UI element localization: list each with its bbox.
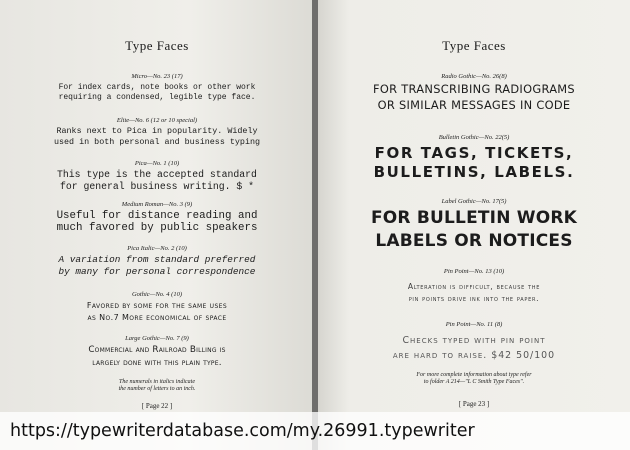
- sample-line: Favored by some for the same uses: [86, 301, 228, 310]
- note-line: For more complete information about type refer: [416, 372, 532, 378]
- sample-line: requiring a condensed, legible type face.: [58, 93, 256, 102]
- right-page-note: [318, 372, 630, 386]
- sample-line: as No.7 More economical of space: [87, 313, 227, 322]
- caption-label-gothic: Label Gothic—No. 17(5): [441, 198, 507, 205]
- sample-medium-roman: [0, 210, 314, 234]
- caption-elite: Elite—No. 6 (12 or 10 special): [116, 117, 198, 124]
- caption-pica-italic: Pica Italic—No. 2 (10): [127, 245, 187, 252]
- sample-line: BULLETINS, LABELS.: [373, 163, 575, 181]
- sample-line: Useful for distance reading and: [56, 210, 258, 222]
- sample-pica-italic: [0, 254, 314, 278]
- sample-gothic: [0, 300, 314, 324]
- caption-gothic: Gothic—No. 4 (10): [131, 291, 182, 298]
- source-url-watermark: https://typewriterdatabase.com/my.26991.typewriter: [0, 412, 630, 450]
- caption-pica: Pica—No. 1 (10): [134, 160, 180, 167]
- sample-line: by many for personal correspondence: [58, 266, 256, 277]
- caption-micro: Micro—No. 23 (17): [131, 73, 183, 80]
- sample-line: much favored by public speakers: [56, 222, 258, 234]
- caption-radio-gothic: Radio Gothic—No. 26(8): [441, 73, 507, 80]
- sample-line: This type is the accepted standard: [57, 169, 257, 180]
- sample-elite: [0, 126, 314, 148]
- right-page-number: [ Page 23 ]: [458, 400, 490, 408]
- sample-line: used in both personal and business typing: [53, 137, 261, 147]
- left-page-note: [0, 379, 314, 393]
- note-line: the number of letters to an inch.: [118, 386, 196, 392]
- left-page-number: [ Page 22 ]: [141, 402, 173, 410]
- sample-line: pin points drive ink into the paper.: [408, 294, 540, 303]
- sample-radio-gothic: [318, 81, 630, 113]
- sample-large-gothic: [0, 344, 314, 370]
- sample-line: OR SIMILAR MESSAGES IN CODE: [377, 98, 571, 112]
- caption-bulletin-gothic: Bulletin Gothic—No. 22(5): [438, 134, 510, 141]
- sample-pin-point-13: [318, 281, 630, 305]
- sample-line: Checks typed with pin point: [402, 335, 546, 346]
- caption-medium-roman: Medium Roman—No. 3 (9): [121, 201, 193, 208]
- sample-line: for general business writing. $ *: [59, 181, 254, 192]
- caption-large-gothic: Large Gothic—No. 7 (9): [125, 335, 189, 342]
- sample-label-gothic: [318, 207, 630, 253]
- sample-micro: [0, 83, 314, 103]
- sample-line: FOR BULLETIN WORK: [370, 208, 578, 228]
- caption-pin-point-11: Pin Point—No. 11 (8): [445, 321, 503, 328]
- left-page: [0, 0, 314, 450]
- sample-line: FOR TAGS, TICKETS,: [374, 144, 574, 162]
- sample-line: A variation from standard preferred: [58, 254, 256, 265]
- note-line: The numerals in italics indicate: [119, 379, 195, 385]
- right-page: [318, 0, 630, 450]
- sample-line: largely done with this plain type.: [92, 358, 222, 368]
- sample-line: Ranks next to Pica in popularity. Widely: [56, 126, 258, 136]
- note-line: to folder A 214—"L C Smith Type Faces".: [423, 379, 525, 385]
- right-page-title: Type Faces: [442, 38, 506, 53]
- sample-pica: [0, 169, 314, 193]
- left-page-title: Type Faces: [125, 38, 189, 53]
- sample-line: Alteration is difficult, because the: [407, 282, 541, 291]
- caption-pin-point-13: Pin Point—No. 13 (10): [443, 268, 505, 275]
- sample-line: FOR TRANSCRIBING RADIOGRAMS: [373, 82, 575, 96]
- sample-line: are hard to raise. $42 50/100: [392, 350, 556, 361]
- sample-pin-point-11: [318, 333, 630, 363]
- sample-line: Commercial and Railroad Billing is: [88, 345, 226, 355]
- sample-line: For index cards, note books or other work: [58, 83, 256, 92]
- sample-line: LABELS OR NOTICES: [375, 231, 573, 251]
- sample-bulletin-gothic: [318, 144, 630, 182]
